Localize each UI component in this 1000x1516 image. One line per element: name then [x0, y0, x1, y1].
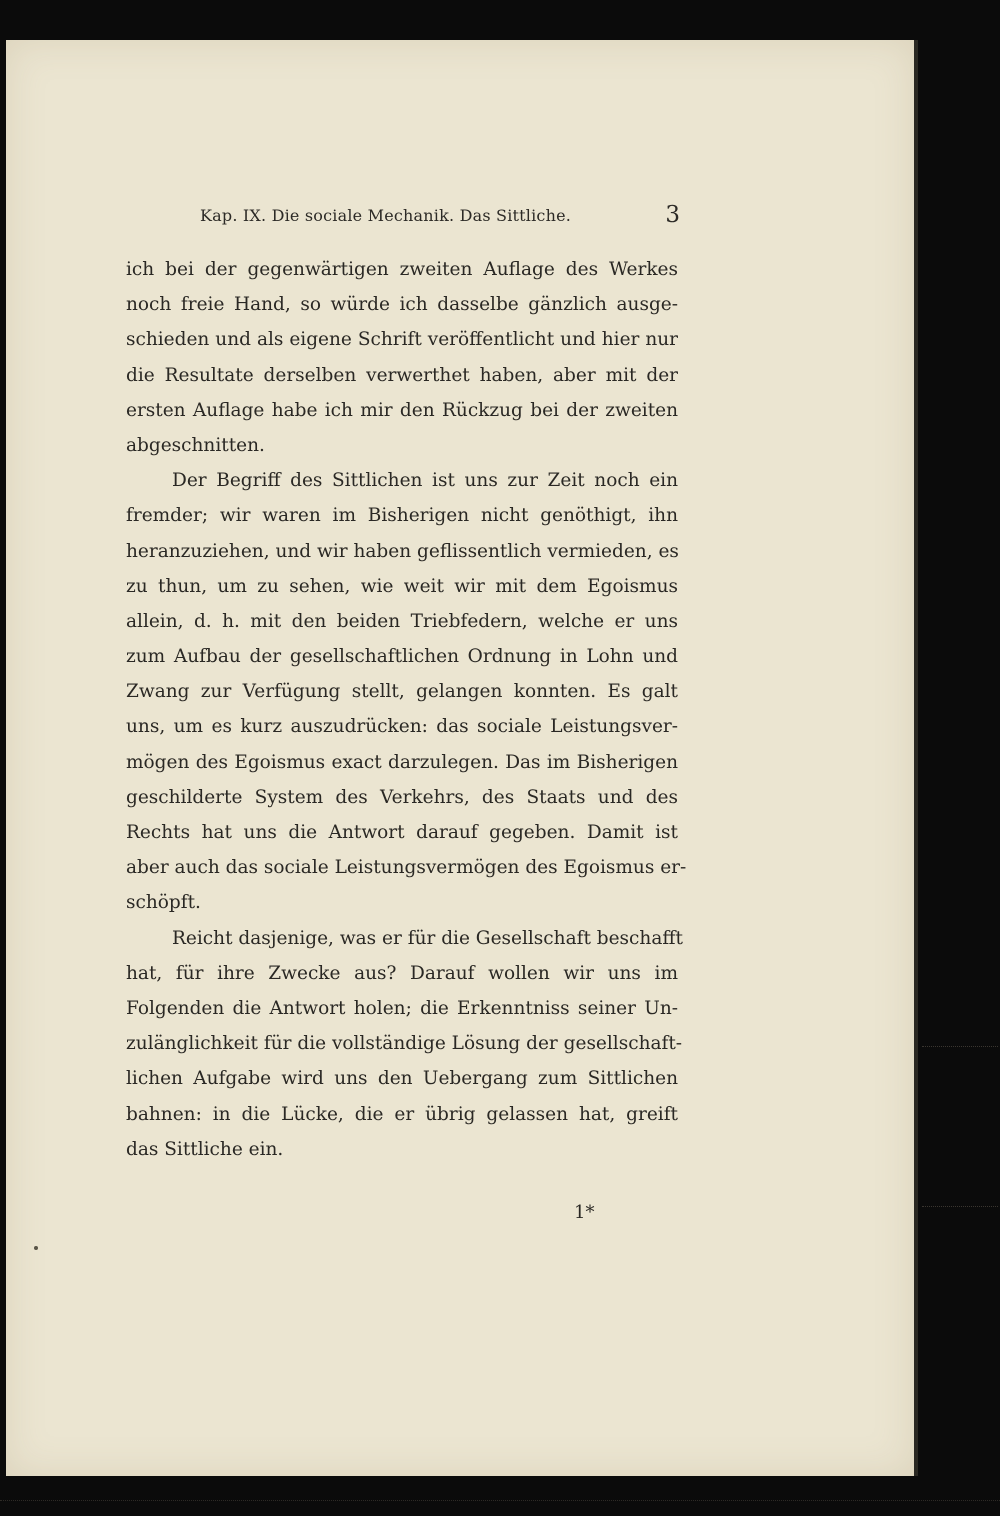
signature-mark: 1* — [574, 1202, 595, 1223]
text-line: geschilderte System des Verkehrs, des Staats und des — [126, 786, 678, 808]
text-line: bahnen: in die Lücke, die er übrig gelassen hat, greift — [126, 1103, 678, 1125]
text-line: die Resultate derselben verwerthet haben, aber mit der — [126, 364, 678, 386]
paper-speck — [34, 1246, 38, 1250]
text-line: hat, für ihre Zwecke aus? Darauf wollen wir uns im — [126, 962, 678, 984]
text-line: mögen des Egoismus exact darzulegen. Das im Bisherigen — [126, 751, 678, 773]
text-line: das Sittliche ein. — [126, 1138, 284, 1160]
text-line: aber auch das sociale Leistungsvermögen des Egoismus er- — [126, 857, 687, 879]
text-line: Reicht dasjenige, was er für die Gesellschaft beschafft — [172, 927, 683, 949]
text-line: ich bei der gegenwärtigen zweiten Auflage des Werkes — [126, 259, 678, 280]
bottom-dots — [0, 1500, 1000, 1502]
edge-dots — [922, 1206, 998, 1208]
text-line: allein, d. h. mit den beiden Triebfedern, welche er uns — [126, 610, 678, 632]
text-line: schieden und als eigene Schrift veröffentlicht und hier nur — [126, 329, 678, 351]
text-line: schöpft. — [126, 892, 201, 914]
text-line: Der Begriff des Sittlichen ist uns zur Zeit noch ein — [172, 470, 678, 492]
text-line: Zwang zur Verfügung stellt, gelangen konnten. Es galt — [126, 681, 678, 703]
text-line: heranzuziehen, und wir haben geflissentlich vermieden, es — [126, 540, 679, 562]
text-line: ersten Auflage habe ich mir den Rückzug bei der zweiten — [126, 399, 678, 421]
edge-dots — [922, 1046, 998, 1048]
text-line: zum Aufbau der gesellschaftlichen Ordnung in Lohn und — [126, 646, 678, 668]
page-number: 3 — [665, 202, 680, 228]
page-edge — [914, 40, 918, 1476]
text-line: zulänglichkeit für die vollständige Lösung der gesellschaft- — [126, 1033, 683, 1055]
text-line: zu thun, um zu sehen, wie weit wir mit dem Egoismus — [126, 575, 678, 597]
text-line: Folgenden die Antwort holen; die Erkenntniss seiner Un- — [126, 997, 678, 1019]
text-line: noch freie Hand, so würde ich dasselbe gänzlich ausge- — [126, 294, 678, 316]
text-line: Rechts hat uns die Antwort darauf gegeben. Damit ist — [126, 822, 678, 843]
text-line: lichen Aufgabe wird uns den Uebergang zum Sittlichen — [126, 1068, 678, 1090]
running-head — [200, 204, 682, 234]
text-line: fremder; wir waren im Bisherigen nicht genöthigt, ihn — [126, 505, 678, 527]
running-head-title: Kap. IX. Die sociale Mechanik. Das Sittliche. — [200, 206, 572, 225]
text-line: uns, um es kurz auszudrücken: das sociale Leistungsver- — [126, 716, 678, 738]
body-text — [126, 252, 687, 1167]
text-line: abgeschnitten. — [126, 434, 265, 456]
